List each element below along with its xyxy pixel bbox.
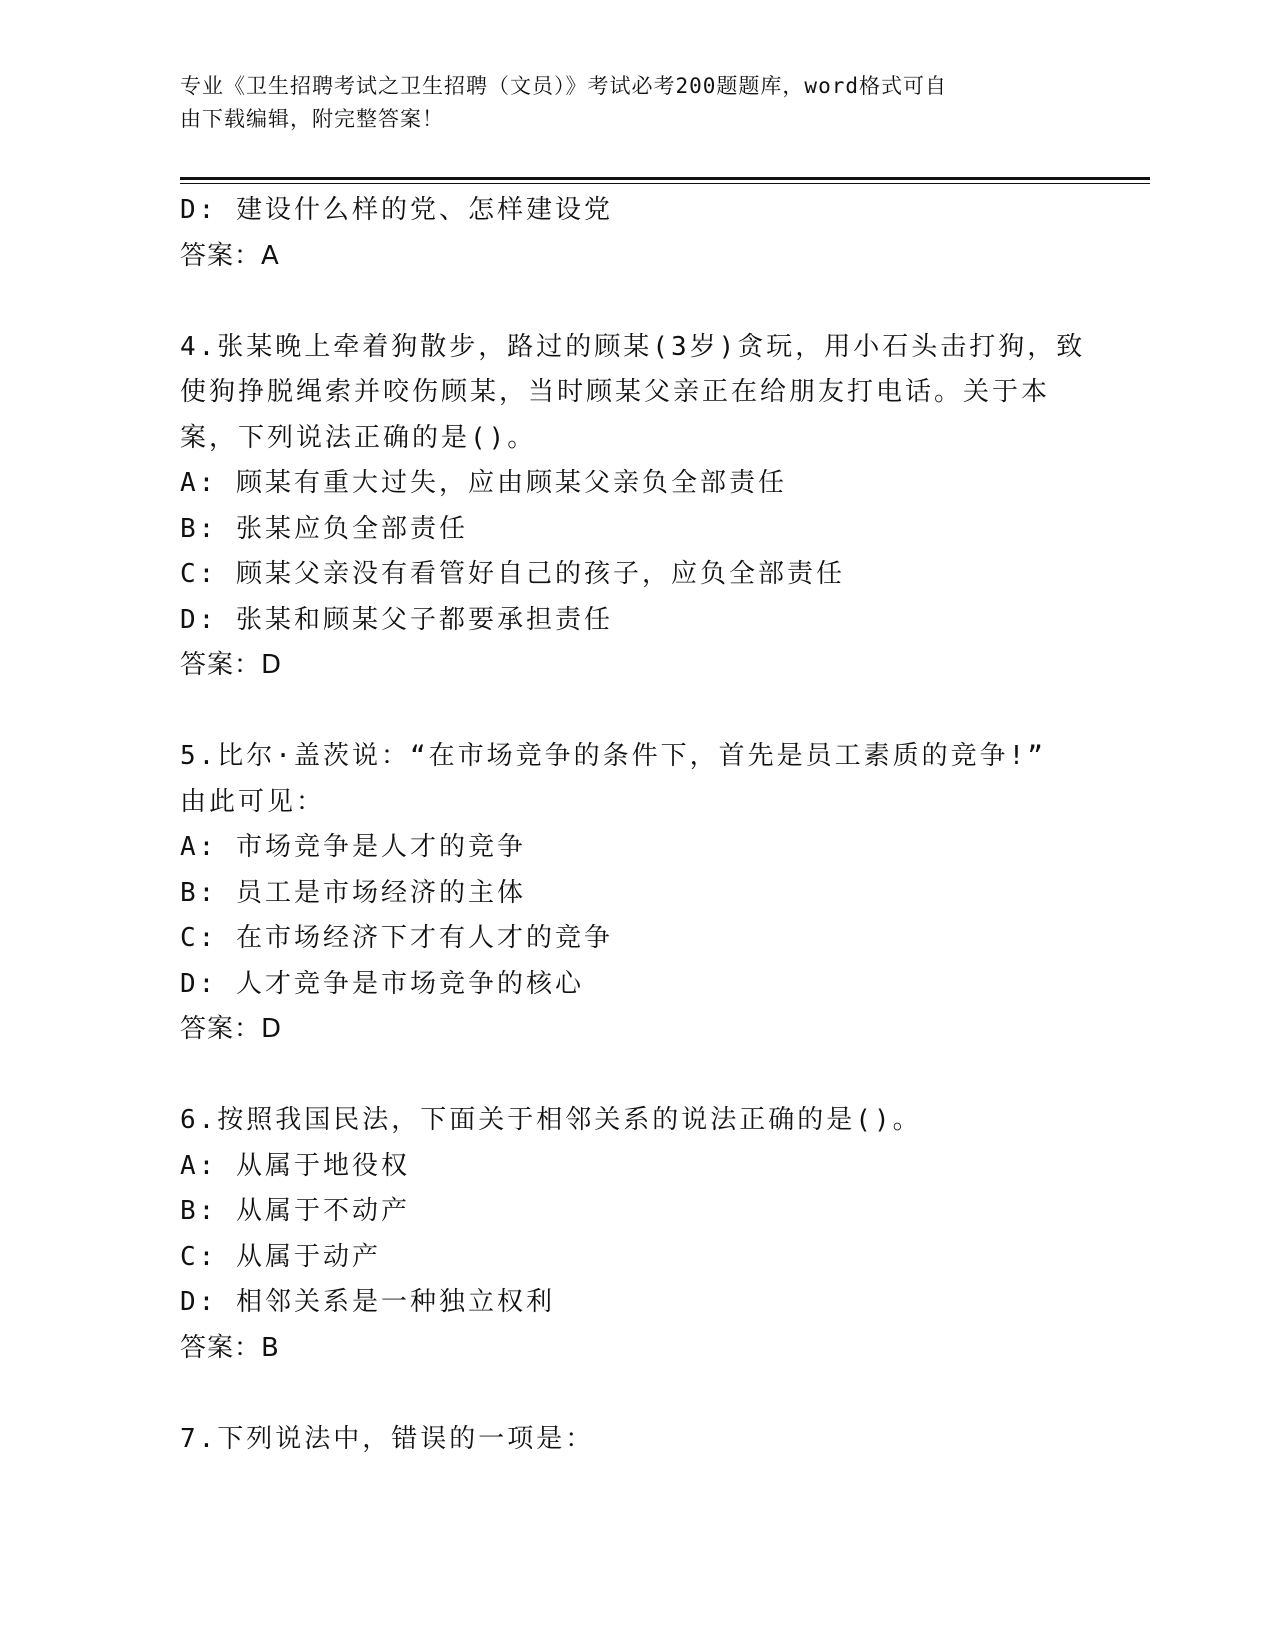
spacer <box>180 1053 1100 1099</box>
option-d: D: 建设什么样的党、怎样建设党 <box>180 195 613 225</box>
option-a: A: 从属于地役权 <box>180 1150 410 1181</box>
option-a: A: 顾某有重大过失，应由顾某父亲负全部责任 <box>180 468 787 498</box>
option-d: D: 人才竞争是市场竞争的核心 <box>180 968 584 999</box>
document-header <box>180 70 1060 136</box>
spacer <box>180 1371 1100 1417</box>
option-b: B: 员工是市场经济的主体 <box>180 877 526 908</box>
question-list <box>180 188 1100 1462</box>
spacer <box>180 689 1100 735</box>
question-3 <box>180 188 1100 279</box>
answer-line: 答案：D <box>180 1014 283 1044</box>
option-d: D: 相邻关系是一种独立权利 <box>180 1287 555 1317</box>
answer-line: 答案：B <box>180 1332 280 1363</box>
option-c: C: 从属于动产 <box>180 1241 381 1272</box>
header-divider-thin <box>180 183 1150 184</box>
question-stem: 案，下列说法正确的是()。 <box>180 422 537 453</box>
question-stem: 7.下列说法中，错误的一项是： <box>180 1423 595 1454</box>
answer-line: 答案：A <box>180 240 280 271</box>
option-b: B: 张某应负全部责任 <box>180 513 468 544</box>
header-line-2: 由下载编辑，附完整答案！ <box>180 107 444 131</box>
answer-line: 答案：D <box>180 650 283 680</box>
header-line-1: 专业《卫生招聘考试之卫生招聘（文员）》考试必考200题题库，word格式可自 <box>180 74 947 98</box>
question-6 <box>180 1098 1100 1371</box>
option-c: C: 顾某父亲没有看管好自己的孩子，应负全部责任 <box>180 559 845 589</box>
question-stem: 5.比尔·盖茨说：“在市场竞争的条件下，首先是员工素质的竞争!” <box>180 741 1046 771</box>
option-c: C: 在市场经济下才有人才的竞争 <box>180 923 613 953</box>
question-5 <box>180 734 1100 1053</box>
question-stem: 6.按照我国民法，下面关于相邻关系的说法正确的是()。 <box>180 1105 922 1135</box>
question-stem: 使狗挣脱绳索并咬伤顾某，当时顾某父亲正在给朋友打电话。关于本 <box>180 377 1051 407</box>
question-4 <box>180 325 1100 689</box>
question-stem: 4.张某晚上牵着狗散步，路过的顾某(3岁)贪玩，用小石头击打狗，致 <box>180 331 1086 362</box>
option-a: A: 市场竞争是人才的竞争 <box>180 832 526 862</box>
option-b: B: 从属于不动产 <box>180 1196 410 1226</box>
question-7 <box>180 1417 1100 1463</box>
spacer <box>180 279 1100 325</box>
option-d: D: 张某和顾某父子都要承担责任 <box>180 604 613 635</box>
header-divider-thick <box>180 177 1150 180</box>
question-stem: 由此可见： <box>180 786 326 817</box>
